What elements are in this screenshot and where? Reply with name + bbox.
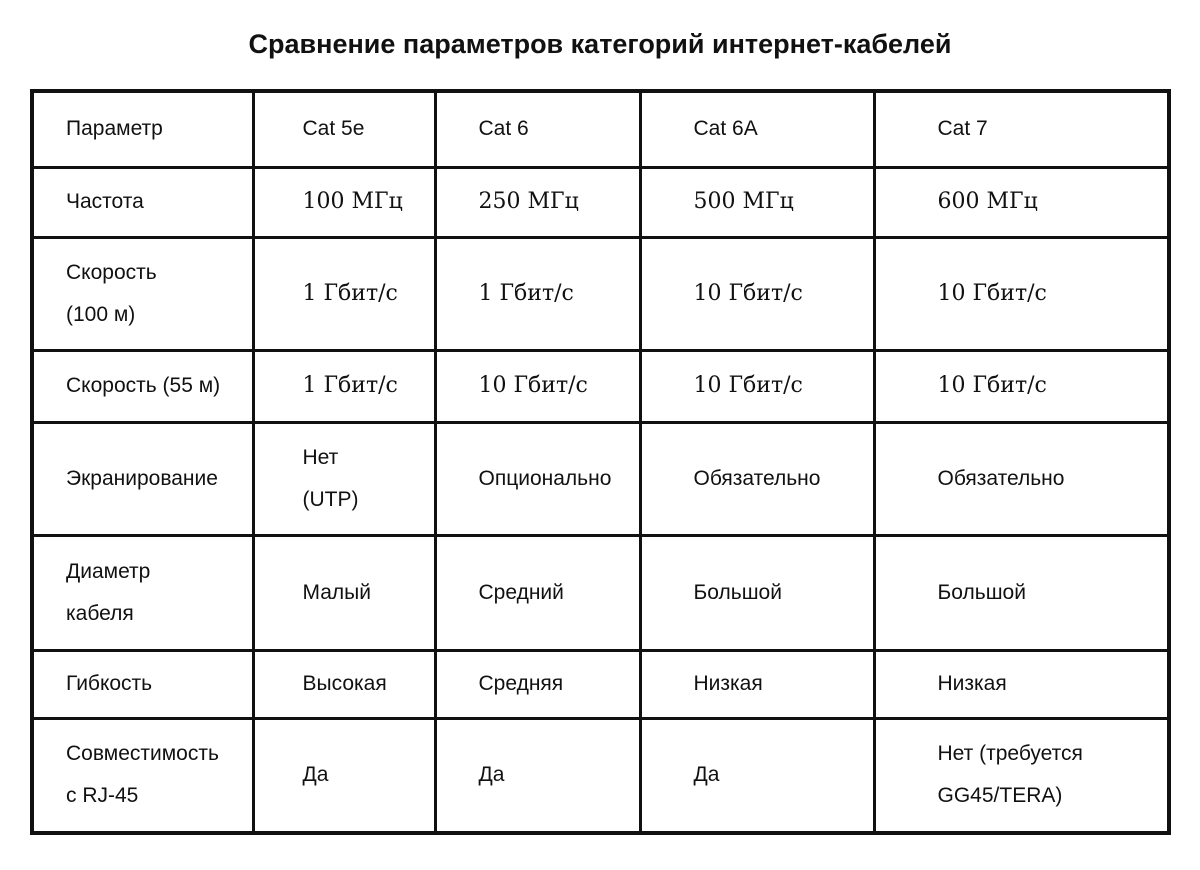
header-row [32, 91, 1169, 167]
value-cell-cat6-line: Средняя [478, 672, 564, 695]
table-row [32, 237, 1169, 350]
table-row [32, 718, 1169, 833]
table-body [32, 91, 1169, 833]
value-cell-cat5e-line: Малый [302, 580, 371, 604]
header-cell-parameter: Параметр [32, 91, 253, 167]
value-cell-cat6a-line: Большой [693, 580, 782, 604]
value-cell-cat5e [253, 167, 435, 237]
value-cell-cat7 [874, 535, 1169, 650]
value-cell-cat6 [435, 422, 640, 535]
parameter-cell-line: Частота [66, 190, 144, 213]
table-row [32, 422, 1169, 535]
page-title: Сравнение параметров категорий интернет-кабелей [248, 29, 952, 59]
value-cell-cat6 [435, 650, 640, 718]
value-cell-cat5e-line: 1 Гбит/с [302, 280, 398, 306]
value-cell-cat7-line: Нет (требуется [937, 742, 1083, 766]
value-cell-cat7-line: Обязательно [937, 466, 1065, 490]
value-cell-cat6a [640, 350, 874, 422]
parameter-cell [32, 237, 253, 350]
value-cell-cat5e-line: Да [302, 763, 329, 787]
value-cell-cat7-line: Большой [937, 580, 1026, 604]
value-cell-cat6 [435, 237, 640, 350]
value-cell-cat6a-line: Обязательно [693, 466, 821, 490]
value-cell-cat7 [874, 237, 1169, 350]
value-cell-cat7-line: 600 МГц [937, 189, 1038, 214]
value-cell-cat7-line: GG45/TERA) [937, 784, 1063, 808]
header-cell-cat5e: Cat 5e [253, 91, 435, 167]
parameter-cell-line: Экранирование [66, 466, 218, 490]
value-cell-cat6a [640, 167, 874, 237]
table-row [32, 167, 1169, 237]
parameter-cell-line: Диаметр [66, 559, 151, 583]
parameter-cell [32, 350, 253, 422]
value-cell-cat6a-line: Низкая [693, 672, 763, 695]
header-cell-cat6: Cat 6 [435, 91, 640, 167]
parameter-cell-line: Гибкость [66, 672, 153, 695]
comparison-table [30, 89, 1171, 835]
parameter-cell [32, 650, 253, 718]
value-cell-cat6a-line: Да [693, 763, 720, 787]
value-cell-cat7-line: Низкая [937, 672, 1007, 695]
value-cell-cat6a-line: 10 Гбит/с [693, 280, 803, 306]
parameter-cell [32, 535, 253, 650]
value-cell-cat6a [640, 422, 874, 535]
value-cell-cat7 [874, 718, 1169, 833]
header-cell-cat6a: Cat 6A [640, 91, 874, 167]
value-cell-cat6-line: Средний [478, 580, 564, 604]
value-cell-cat5e [253, 237, 435, 350]
value-cell-cat7 [874, 422, 1169, 535]
value-cell-cat6 [435, 350, 640, 422]
value-cell-cat6 [435, 718, 640, 833]
value-cell-cat6-line: 1 Гбит/с [478, 280, 574, 306]
value-cell-cat5e [253, 350, 435, 422]
parameter-cell-line: с RJ-45 [66, 784, 139, 808]
parameter-cell-line: (100 м) [66, 302, 136, 326]
value-cell-cat5e [253, 650, 435, 718]
value-cell-cat6a [640, 535, 874, 650]
value-cell-cat6a [640, 718, 874, 833]
value-cell-cat6-line: 10 Гбит/с [478, 373, 588, 398]
value-cell-cat6 [435, 167, 640, 237]
value-cell-cat6-line: 250 МГц [478, 189, 579, 214]
value-cell-cat7-line: 10 Гбит/с [937, 373, 1047, 398]
table-row [32, 535, 1169, 650]
value-cell-cat5e-line: Высокая [302, 672, 387, 695]
value-cell-cat6-line: Опционально [478, 466, 612, 490]
parameter-cell-line: Скорость [66, 260, 157, 284]
table-row [32, 650, 1169, 718]
parameter-cell [32, 422, 253, 535]
value-cell-cat6-line: Да [478, 763, 505, 787]
value-cell-cat6a [640, 650, 874, 718]
value-cell-cat7 [874, 650, 1169, 718]
parameter-cell-line: Скорость (55 м) [66, 374, 221, 397]
value-cell-cat5e-line: Нет [302, 445, 339, 469]
value-cell-cat7 [874, 350, 1169, 422]
parameter-cell-line: Совместимость [66, 742, 219, 766]
value-cell-cat5e-line: 100 МГц [302, 189, 403, 214]
parameter-cell [32, 718, 253, 833]
value-cell-cat6a [640, 237, 874, 350]
value-cell-cat7 [874, 167, 1169, 237]
value-cell-cat6a-line: 500 МГц [693, 189, 794, 214]
value-cell-cat5e [253, 718, 435, 833]
parameter-cell-line: кабеля [66, 601, 134, 625]
value-cell-cat6a-line: 10 Гбит/с [693, 373, 803, 398]
value-cell-cat6 [435, 535, 640, 650]
header-cell-cat7: Cat 7 [874, 91, 1169, 167]
value-cell-cat7-line: 10 Гбит/с [937, 280, 1047, 306]
parameter-cell [32, 167, 253, 237]
value-cell-cat5e [253, 422, 435, 535]
table-row [32, 350, 1169, 422]
value-cell-cat5e-line: 1 Гбит/с [302, 373, 398, 398]
value-cell-cat5e-line: (UTP) [302, 487, 359, 511]
value-cell-cat5e [253, 535, 435, 650]
